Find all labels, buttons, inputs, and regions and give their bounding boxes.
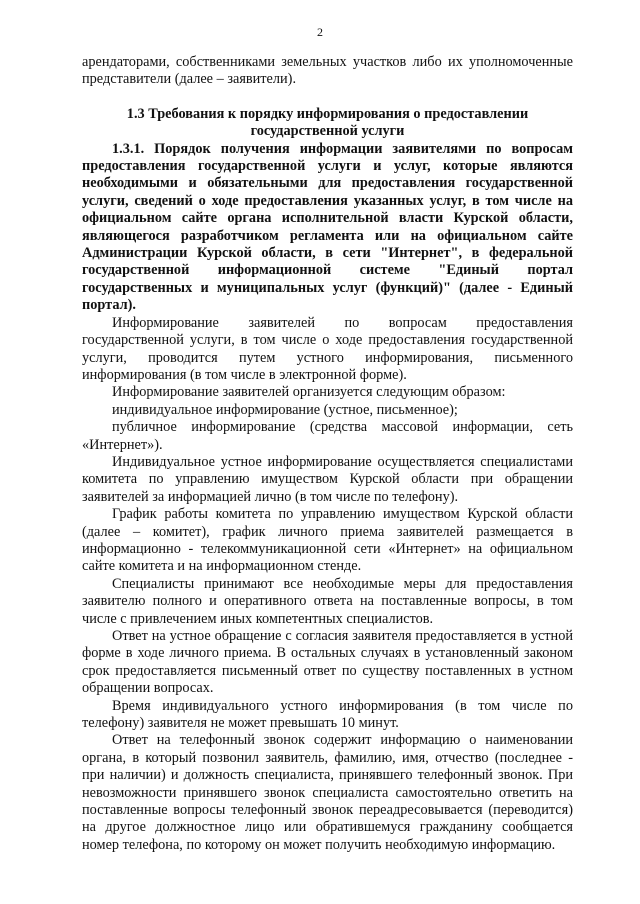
section-heading-line-2: государственной услуги (250, 123, 405, 140)
paragraph: Ответ на телефонный звонок содержит информацию о наименовании органа, в который позвонил заявитель, фамилию, имя, отчество (последнее - при наличии) и должность специалиста, принявшего телефонный звонок. При невозможности принявшего звонок специалиста самостоятельно ответить на поставленные вопросы телефонный звонок переадресовывается (переводится) на другое должностное лицо или обратившемуся гражданину сообщается номер телефона, по которому он может получить необходимую информацию. (82, 732, 573, 853)
section-heading-line-1: 1.3 Требования к порядку информирования о предоставлении (126, 105, 529, 122)
paragraph: Время индивидуального устного информирования (в том числе по телефону) заявителя не может превышать 10 минут. (82, 697, 573, 732)
paragraph: Информирование заявителей по вопросам предоставления государственной услуги, в том числе о ходе предоставления государственной услуги, проводится путем устного информирования, письменного информирования (в том числе в электронной форме). (82, 314, 573, 383)
paragraph: Ответ на устное обращение с согласия заявителя предоставляется в устной форме в ходе личного приема. В остальных случаях в установленный законом срок предоставляется письменный ответ по существу поставленных в устном обращении вопросах. (82, 628, 573, 697)
subsection-paragraph: 1.3.1. Порядок получения информации заявителями по вопросам предоставления государственной услуги и услуг, которые являются необходимыми и обязательными для предоставления государственной услуги, сведений о ходе предоставления указанных услуг, в том числе на официальном сайте органа исполнительной власти Курской области, являющегося разработчиком регламента или на официальном сайте Администрации Курской области, в сети "Интернет", в федеральной государственной информационной системе "Единый портал государственных и муниципальных услуг (функций)" (далее - Единый портал). (82, 140, 573, 314)
paragraph: График работы комитета по управлению имуществом Курской области (далее – комитет), график личного приема заявителей размещается в информационно - телекоммуникационной сети «Интернет» на официальном сайте комитета и на информационном стенде. (82, 506, 573, 575)
paragraph: Специалисты принимают все необходимые меры для предоставления заявителю полного и оперативного ответа на поставленные вопросы, в том числе с привлечением иных компетентных специалистов. (82, 575, 573, 627)
section-heading (82, 106, 573, 141)
page-number: 2 (317, 25, 323, 39)
paragraph: Информирование заявителей организуется следующим образом: (112, 384, 506, 401)
paragraph: Индивидуальное устное информирование осуществляется специалистами комитета по управлению имуществом Курской области при обращении заявителей за информацией лично (в том числе по телефону). (82, 453, 573, 505)
document-body (82, 54, 573, 854)
paragraph-continuation: арендаторами, собственниками земельных участков либо их уполномоченные представители (далее – заявители). (82, 54, 573, 88)
paragraph: публичное информирование (средства массовой информации, сеть «Интернет»). (82, 419, 573, 453)
paragraph: индивидуальное информирование (устное, письменное); (112, 401, 458, 418)
